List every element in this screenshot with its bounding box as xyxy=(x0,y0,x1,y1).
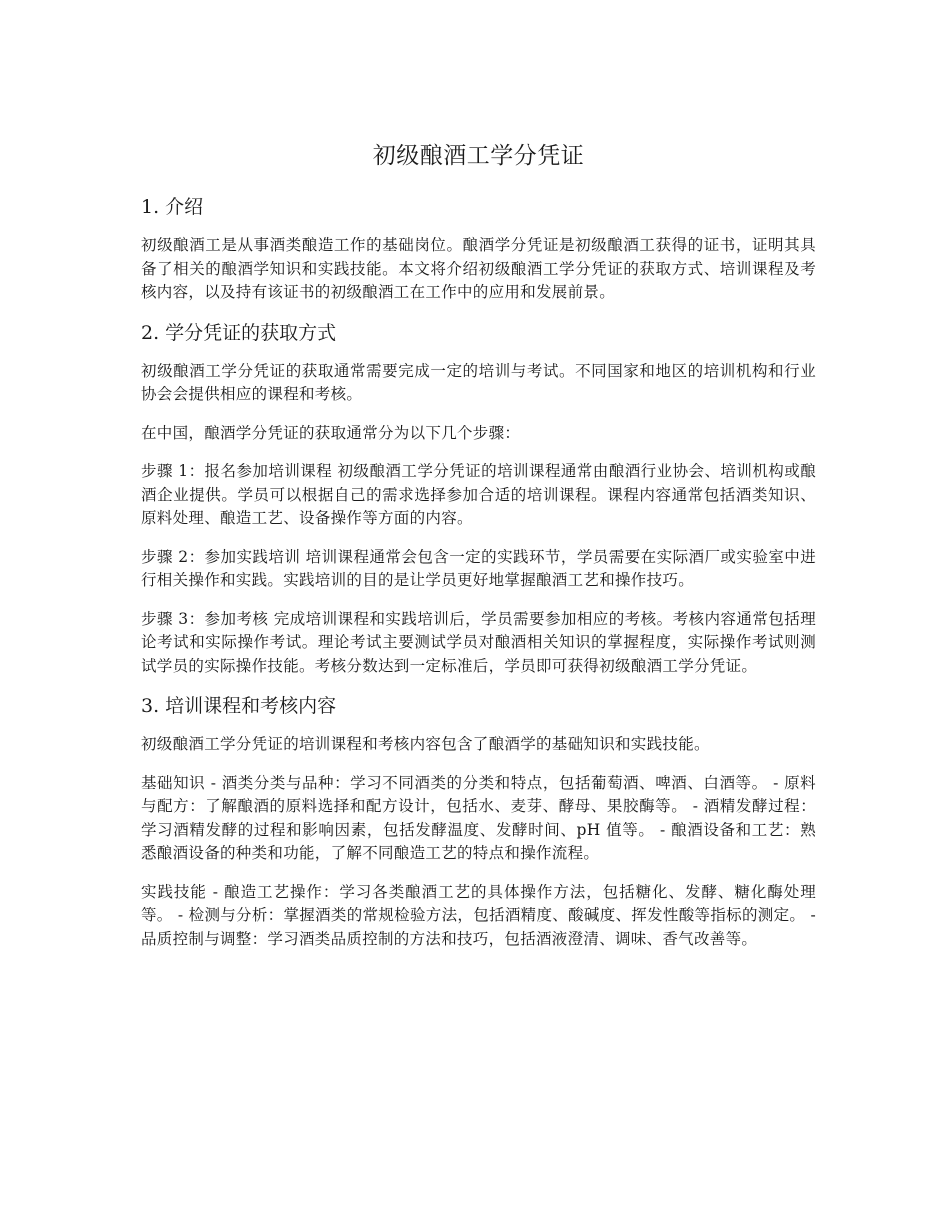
paragraph-practical-skills: 实践技能 - 酿造工艺操作：学习各类酿酒工艺的具体操作方法，包括糖化、发酵、糖化酶处理等。 - 检测与分析：掌握酒类的常规检验方法，包括酒精度、酸碱度、挥发性酸等指标的测定。 - 品质控制与调整：学习酒类品质控制的方法和技巧，包括酒液澄清、调味、香气改善等。 xyxy=(141,882,816,948)
document-page xyxy=(141,140,816,966)
page-title: 初级酿酒工学分凭证 xyxy=(372,143,585,169)
paragraph: 初级酿酒工学分凭证的获取通常需要完成一定的培训与考试。不同国家和地区的培训机构和行业协会会提供相应的课程和考核。 xyxy=(141,361,816,403)
section-intro xyxy=(141,194,816,305)
paragraph-basic-knowledge: 基础知识 - 酒类分类与品种：学习不同酒类的分类和特点，包括葡萄酒、啤酒、白酒等。 - 原料与配方：了解酿酒的原料选择和配方设计，包括水、麦芽、酵母、果胶酶等。 - 酒精发酵过程：学习酒精发酵的过程和影响因素，包括发酵温度、发酵时间、pH 值等。 - 酿酒设备和工艺：熟悉酿酒设备的种类和功能，了解不同酿造工艺的特点和操作流程。 xyxy=(141,773,816,862)
paragraph-step-2: 步骤 2：参加实践培训 培训课程通常会包含一定的实践环节，学员需要在实际酒厂或实验室中进行相关操作和实践。实践培训的目的是让学员更好地掌握酿酒工艺和操作技巧。 xyxy=(141,547,816,589)
paragraph: 在中国，酿酒学分凭证的获取通常分为以下几个步骤： xyxy=(141,423,521,442)
paragraph: 初级酿酒工学分凭证的培训课程和考核内容包含了酿酒学的基础知识和实践技能。 xyxy=(141,735,710,753)
section-heading: 2. 学分凭证的获取方式 xyxy=(141,321,337,344)
paragraph-step-3: 步骤 3：参加考核 完成培训课程和实践培训后，学员需要参加相应的考核。考核内容通常包括理论考试和实际操作考试。理论考试主要测试学员对酿酒相关知识的掌握程度，实际操作考试则测试学员的实际操作技能。考核分数达到一定标准后，学员即可获得初级酿酒工学分凭证。 xyxy=(141,609,816,675)
paragraph: 初级酿酒工是从事酒类酿造工作的基础岗位。酿酒学分凭证是初级酿酒工获得的证书，证明其具备了相关的酿酒学知识和实践技能。本文将介绍初级酿酒工学分凭证的获取方式、培训课程及考核内容，以及持有该证书的初级酿酒工在工作中的应用和发展前景。 xyxy=(141,236,816,301)
paragraph-step-1: 步骤 1：报名参加培训课程 初级酿酒工学分凭证的培训课程通常由酿酒行业协会、培训机构或酿酒企业提供。学员可以根据自己的需求选择参加合适的培训课程。课程内容通常包括酒类知识、原料处理、酿造工艺、设备操作等方面的内容。 xyxy=(141,462,816,527)
section-curriculum xyxy=(141,693,816,951)
section-acquisition xyxy=(141,320,816,679)
section-heading: 1. 介绍 xyxy=(141,196,204,218)
section-heading: 3. 培训课程和考核内容 xyxy=(141,695,337,717)
